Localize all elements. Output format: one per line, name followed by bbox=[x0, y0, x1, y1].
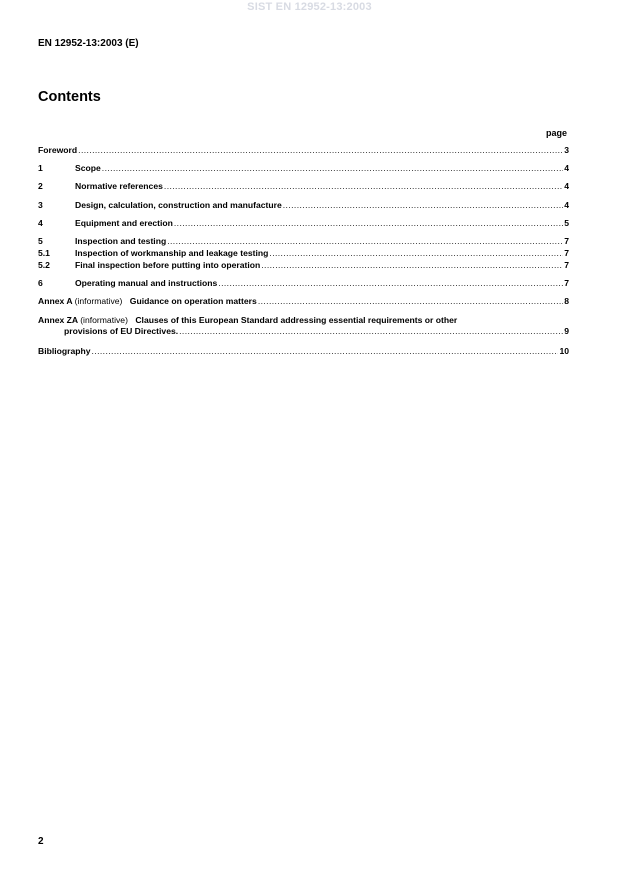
footer-page-number: 2 bbox=[38, 836, 44, 847]
toc-leader-dots bbox=[218, 278, 563, 289]
toc-entry-normative-references[interactable] bbox=[38, 181, 569, 192]
toc-title: Equipment and erection bbox=[75, 218, 173, 228]
toc-title bbox=[38, 296, 257, 307]
annex-note: (informative) bbox=[80, 315, 128, 325]
toc-leader-dots bbox=[92, 346, 559, 357]
toc-page-number: 5 bbox=[564, 218, 569, 228]
toc-entry-annex-a[interactable] bbox=[38, 296, 569, 307]
toc-section-number: 5.1 bbox=[38, 248, 50, 258]
toc-entry-annex-za[interactable] bbox=[38, 315, 569, 337]
toc-page-number: 7 bbox=[564, 278, 569, 288]
toc-page-number: 7 bbox=[564, 260, 569, 270]
toc-leader-dots bbox=[269, 248, 563, 259]
toc-page-number: 10 bbox=[559, 346, 569, 356]
toc-title: Foreword bbox=[38, 145, 78, 155]
toc-entry-operating-manual[interactable] bbox=[38, 278, 569, 289]
toc-entry-scope[interactable] bbox=[38, 163, 569, 174]
toc-title: Bibliography bbox=[38, 346, 91, 356]
toc-entry-foreword[interactable] bbox=[38, 145, 569, 156]
toc-leader-dots bbox=[167, 236, 563, 247]
toc-page-number: 3 bbox=[564, 145, 569, 155]
toc-page-number: 4 bbox=[564, 200, 569, 210]
annex-note: (informative) bbox=[74, 296, 123, 306]
toc-entry-final-inspection[interactable] bbox=[38, 260, 569, 271]
toc-title: Inspection and testing bbox=[75, 236, 167, 246]
toc-leader-dots bbox=[179, 326, 563, 337]
toc-page-number: 9 bbox=[564, 326, 569, 336]
document-identifier: EN 12952-13:2003 (E) bbox=[38, 38, 139, 49]
annex-title-line1: Clauses of this European Standard addressing essential requirements or other bbox=[135, 315, 458, 325]
toc-section-number: 1 bbox=[38, 163, 43, 173]
toc-entry-bibliography[interactable] bbox=[38, 346, 569, 357]
annex-title-line2: provisions of EU Directives. bbox=[64, 326, 179, 336]
toc-entry-inspection-workmanship[interactable] bbox=[38, 248, 569, 259]
toc-page-number: 7 bbox=[564, 248, 569, 258]
toc-section-number: 6 bbox=[38, 278, 43, 288]
contents-heading: Contents bbox=[38, 89, 101, 105]
toc-page-number: 4 bbox=[564, 163, 569, 173]
toc-entry-inspection[interactable] bbox=[38, 236, 569, 247]
toc-entry-equipment[interactable] bbox=[38, 218, 569, 229]
toc-leader-dots bbox=[258, 296, 563, 307]
toc-entry-design[interactable] bbox=[38, 200, 569, 211]
toc-leader-dots bbox=[174, 218, 563, 229]
annex-label: Annex ZA bbox=[38, 315, 78, 325]
toc-section-number: 3 bbox=[38, 200, 43, 210]
toc-page-number: 8 bbox=[564, 296, 569, 306]
toc-title: Final inspection before putting into operation bbox=[75, 260, 261, 270]
toc-title: Normative references bbox=[75, 181, 163, 191]
toc-section-number: 5.2 bbox=[38, 260, 50, 270]
toc-section-number: 2 bbox=[38, 181, 43, 191]
toc-title: Inspection of workmanship and leakage testing bbox=[75, 248, 269, 258]
toc-leader-dots bbox=[164, 181, 563, 192]
toc-section-number: 5 bbox=[38, 236, 43, 246]
toc-leader-dots bbox=[283, 200, 563, 211]
annex-label: Annex A bbox=[38, 296, 73, 306]
annex-za-second-line bbox=[38, 326, 569, 337]
toc-section-number: 4 bbox=[38, 218, 43, 228]
page-column-label: page bbox=[545, 128, 567, 138]
toc-title: Operating manual and instructions bbox=[75, 278, 218, 288]
toc-page-number: 7 bbox=[564, 236, 569, 246]
toc-leader-dots bbox=[261, 260, 563, 271]
annex-title: Guidance on operation matters bbox=[129, 296, 257, 306]
toc-title: Design, calculation, construction and manufacture bbox=[75, 200, 282, 210]
annex-za-first-line bbox=[38, 315, 569, 326]
toc-page-number: 4 bbox=[564, 181, 569, 191]
toc-title: Scope bbox=[75, 163, 101, 173]
toc-leader-dots bbox=[102, 163, 563, 174]
toc-leader-dots bbox=[78, 145, 563, 156]
watermark: SIST EN 12952-13:2003 bbox=[247, 1, 372, 13]
